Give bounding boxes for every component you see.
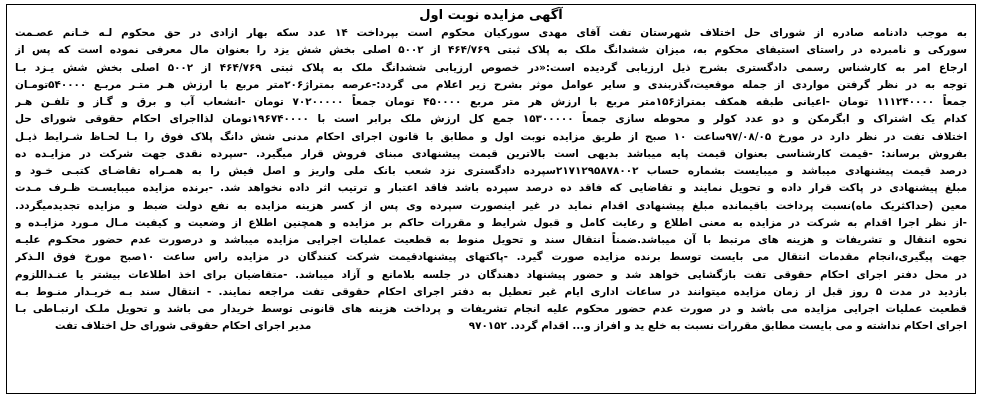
notice-line: قطعیت عملیات اجرایی مزایده می باشد و در صورت عدم حضور محکوم علیه انجام تشریفات و پرداخت هزینه های قانونی توسط خریدار می باشد و تحویل ملـک ارتبـاطی بـا <box>15 303 967 315</box>
notice-title: آگهی مزایده نوبت اول <box>419 8 563 23</box>
notice-signature-row <box>15 318 967 335</box>
notice-line: جهت پیگیری،انجام مقدمات انتقال می بایست توسط برنده مزایده صورت گیرد. -پاکتهای پیشنهادقیمت شرکت کنندگان در مزایده راس ساعت ۱۰صبح مورخ فوق الـذکر <box>15 251 967 264</box>
notice-line: به موجب دادنامه صادره از شورای حل اختلاف شهرستان تفت آقای مهدی سورکیان محکوم است بپرداخت ۱۴ عدد سکه بهار ازادی در حق محکوم لـه خـانم عصـمت <box>15 27 967 39</box>
notice-line: درصد قیمت پیشنهادی میباشد و میبایست بشماره حساب ۲۱۷۱۲۹۵۸۷۸۰۰۲سپرده دادگستری نزد شعب بانک ملی واریز و اصل فیش را به همـراه تقاضـای کتبـی خـود و <box>15 165 967 177</box>
notice-signature: مدیر اجرای احکام حقوقی شورای حل اختلاف تفت <box>55 320 312 333</box>
auction-notice-box <box>6 4 976 394</box>
notice-line: اختلاف تفت در نظر دارد در مورخ ۹۷/۰۸/۰۵ساعت ۱۰ صبح از طریق مزایده نوبت اول و مطابق با قانون اجرای احکام مدنی شش دانگ پلاک فوق را بـا لحـاظ شـرایط ذیـل <box>15 130 967 143</box>
notice-line: نحوه انتقال و تشریفات و هزینه های مرتبط با آن میباشد.ضمناً انتقال سند و تحویل منوط به قطعیت عملیات اجرایی مزایده میباشد و درصورت عدم حضور محکـوم علیـه <box>15 234 967 246</box>
notice-line: در محل دفتر اجرای احکام حقوقی تفت بازگشایی خواهد شد و حضور پیشنهاد دهندگان در جلسه بلامانع و آزاد میباشد. -متقاضیان برای اخذ اطلاعات بیشتر یا عنـدالل‍زوم <box>15 268 967 281</box>
notice-line: معین (حداکثریک ماه)نسبت پرداخت باقیمانده مبلغ پیشنهادی اقدام نماید در غیر اینصورت سپرده وی پس از کسر هزینه مزایده به نفع دولت ضبط و مزایده تجدیدمیگردد. <box>15 199 967 212</box>
notice-line: اجرای احکام نداشته و می بایست مطابق مقررات نسبت به خلع ید و افراز و... اقدام گردد. ۹۷۰۱۵۲ <box>468 320 967 333</box>
notice-line: مبلغ پیشنهادی در پاکت قرار داده و تحویل نمایند و تقاضایی که فاقد ده درصد سپرده باشد فاقد اعتبار و ترتیب اثر داده نخواهد شد. -برنده مزایده میبایسـت ظـرف مـدت <box>15 182 967 195</box>
notice-line: بفروش برساند: -قیمت کارشناسی بعنوان قیمت پایه میباشد بدیهی است بالاترین قیمت پیشنهادی مبنای فروش قرار میگیرد. -سپرده نقدی جهت شرکت در مزایـده ده <box>15 147 967 160</box>
notice-line: جمعاً ۱۱۱۲۴۰۰۰۰ تومان -اعیانی طبقه همکف بمتراژ۱۵۶متر مربع با ارزش هر متر مربع ۴۵۰۰۰۰ تومان جمعاً ۷۰۲۰۰۰۰۰ تومان -انشعاب آب و برق و گـاز و تلفـن هـر <box>15 96 967 108</box>
notice-line: ارجاع امر به کارشناس رسمی دادگستری بشرح ذیل ارزیابی گردیده است:«در خصوص ارزیابی ششدانگ ملک به پلاک ثبتی ۴۶۴/۷۶۹ از ۵۰۰۲ اصلی بخش شش یـزد بـا <box>15 61 967 74</box>
notice-line: توجه به در نظر گرفتن مواردی از جمله موقعیت،گذربندی و سایر عوامل موثر بشرح زیر اعلام می گردد:-عرصه بمتراژ۲۰۶متر مربع با ارزش هـر متـر مربـع ۵۴۰۰۰۰تومـان <box>15 78 967 91</box>
notice-line: -از نظر اجرا اقدام به شرکت در مزایده به معنی اطلاع و رعایت کامل و قبول شرایط و مقررات حاکم بر مزایده و همچنین اطلاع از وضعیت و کیفیت مـال مـورد مزایـده و <box>15 216 967 229</box>
notice-line: بازدید در مدت ۵ روز قبل از زمان مزایده میتوانند در ساعات اداری ایام غیر تعطیل به دفتر اجرای احکام حقوقی تفت مراجعه نمایند. - انتقال سند بـه خریـدار منـوط بـه <box>15 285 967 298</box>
notice-line: سورکی و نامبرده در راستای استیفای محکوم به، میزان ششدانگ ملک به پلاک ثبتی ۴۶۴/۷۶۹ از ۵۰۰۲ اصلی بخش شش یزد را بعنوان مال معرفی نموده است که پس از <box>15 44 967 57</box>
notice-line: کدام یک اشتراک و ابگرمکن و دو عدد کولر و محوطه سازی جمعاً ۱۵۳۰۰۰۰۰ جمع کل ارزش ملک برابر است با ۱۹۶۷۴۰۰۰۰تومان لذااجرای احکام حقوقی شورای حل <box>15 113 967 126</box>
